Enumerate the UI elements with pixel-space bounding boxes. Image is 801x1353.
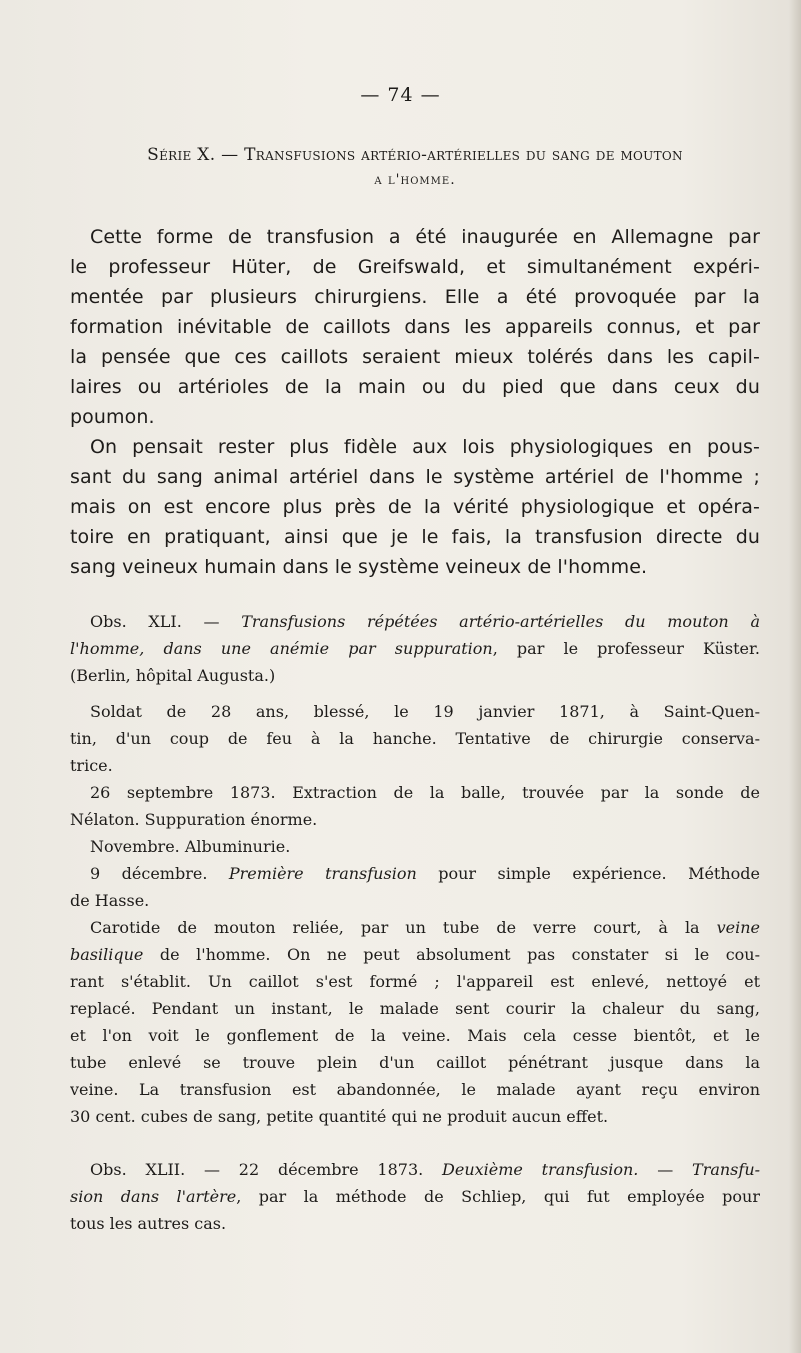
paragraph-1-line: formation inévitable de caillots dans les appareils connus, et par	[70, 316, 760, 338]
paragraph-7-line: et l'on voit le gonflement de la veine. Mais cela cesse bientôt, et le	[70, 1026, 760, 1045]
paragraph-6-line	[70, 864, 760, 883]
obs-42-line	[70, 1187, 760, 1206]
paragraph-7-line: rant s'établit. Un caillot s'est formé ; l'appareil est enlevé, nettoyé et	[70, 972, 760, 991]
paragraph-2-line: toire en pratiquant, ainsi que je le fais, la transfusion directe du	[70, 526, 760, 548]
paragraph-7-line	[70, 945, 760, 964]
obs-41-title	[70, 612, 760, 631]
p6-date: 9 décembre.	[90, 864, 229, 883]
paragraph-1-line: laires ou artérioles de la main ou du pied que dans ceux du	[70, 376, 760, 398]
obs-42-label: Obs. XLII. — 22 décembre 1873.	[90, 1160, 443, 1179]
obs-42-line: tous les autres cas.	[70, 1214, 227, 1233]
p7-italic: veine	[716, 918, 760, 937]
section-heading-continued: a l'homme.	[374, 172, 456, 188]
obs-42-dash: —	[638, 1160, 693, 1179]
obs-42-italic-2: Transfu-	[692, 1160, 760, 1179]
paragraph-3-line: Soldat de 28 ans, blessé, le 19 janvier 1871, à Saint-Quen-	[90, 702, 760, 721]
paragraph-2-line: sang veineux humain dans le système veineux de l'homme.	[70, 556, 648, 578]
paragraph-2-line: On pensait rester plus fidèle aux lois physiologiques en pous-	[90, 436, 760, 458]
obs-41-title-italic: Transfusions répétées artério-artérielles du mouton à	[241, 612, 760, 631]
paragraph-1-line: la pensée que ces caillots seraient mieux tolérés dans les capil-	[70, 346, 760, 368]
paragraph-5-line: Novembre. Albuminurie.	[90, 837, 291, 856]
obs-42-line	[70, 1160, 760, 1179]
paragraph-3-line: tin, d'un coup de feu à la hanche. Tentative de chirurgie conserva-	[70, 729, 760, 748]
page-number: — 74 —	[360, 84, 441, 106]
paragraph-2-line: mais on est encore plus près de la vérité physiologique et opéra-	[70, 496, 760, 518]
obs-41-title-italic-2: l'homme, dans une anémie par suppuration	[70, 639, 493, 658]
obs-41-location: (Berlin, hôpital Augusta.)	[70, 666, 276, 685]
paragraph-7-line: replacé. Pendant un instant, le malade sent courir la chaleur du sang,	[70, 999, 760, 1018]
paragraph-7-line: tube enlevé se trouve plein d'un caillot pénétrant jusque dans la	[70, 1053, 760, 1072]
paragraph-7-line	[70, 918, 760, 937]
p7-italic-2: basilique	[70, 945, 144, 964]
obs-41-author: , par le professeur Küster.	[492, 639, 760, 658]
paragraph-4-line: 26 septembre 1873. Extraction de la balle, trouvée par la sonde de	[90, 783, 760, 802]
p6-italic: Première transfusion	[228, 864, 417, 883]
paragraph-6-line: de Hasse.	[70, 891, 150, 910]
p6-rest: pour simple expérience. Méthode	[416, 864, 760, 883]
paragraph-3-line: trice.	[70, 756, 113, 775]
paragraph-7-line: 30 cent. cubes de sang, petite quantité qui ne produit aucun effet.	[70, 1107, 609, 1126]
paragraph-1-line: poumon.	[70, 406, 155, 428]
paragraph-4-line: Nélaton. Suppuration énorme.	[70, 810, 318, 829]
paragraph-2-line: sant du sang animal artériel dans le système artériel de l'homme ;	[70, 466, 760, 488]
paragraph-7-line: veine. La transfusion est abandonnée, le malade ayant reçu environ	[70, 1080, 760, 1099]
obs-42-text: , par la méthode de Schliep, qui fut employée pour	[236, 1187, 760, 1206]
p7-text: Carotide de mouton reliée, par un tube de verre court, à la	[90, 918, 717, 937]
obs-41-title-continued	[70, 639, 760, 658]
paragraph-1-line: mentée par plusieurs chirurgiens. Elle a été provoquée par la	[70, 286, 760, 308]
obs-42-italic: Deuxième transfusion.	[442, 1160, 639, 1179]
section-heading: Série X. — Transfusions artério-artérielles du sang de mouton	[147, 145, 683, 165]
page-edge-shadow	[789, 0, 801, 1353]
p7-text-2: de l'homme. On ne peut absolument pas constater si le cou-	[143, 945, 760, 964]
obs-42-italic-3: sion dans l'artère	[70, 1187, 237, 1206]
obs-41-label: Obs. XLI. —	[90, 612, 242, 631]
paragraph-1-line: le professeur Hüter, de Greifswald, et simultanément expéri-	[70, 256, 760, 278]
paragraph-1-line: Cette forme de transfusion a été inaugurée en Allemagne par	[90, 226, 760, 248]
